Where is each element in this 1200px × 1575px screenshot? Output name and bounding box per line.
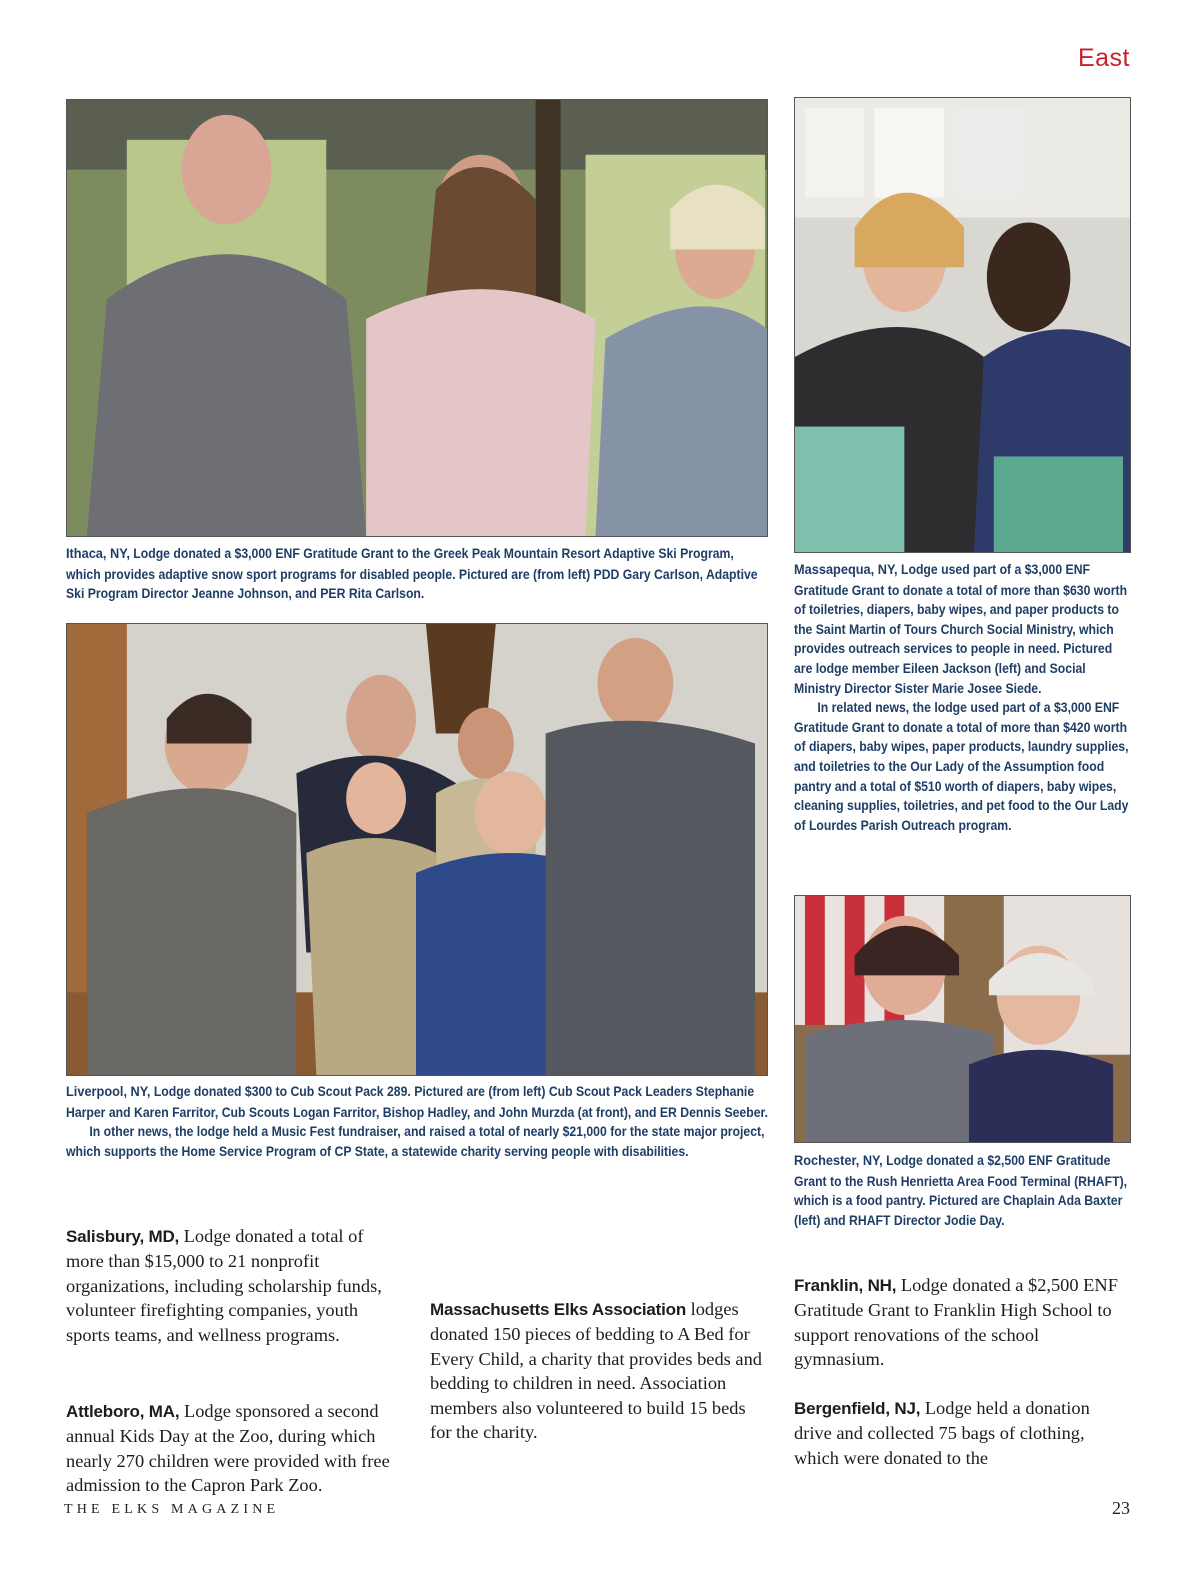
liverpool-caption — [66, 1082, 768, 1161]
massapequa-photo — [794, 97, 1131, 553]
ithaca-caption-text: Lodge donated a $3,000 ENF Gratitude Grant to the Greek Peak Mountain Resort Adaptive Ski Program, which provides adaptive snow sport programs for disabled people. Pictured are (from left) PDD Gary Carlson, Adaptive Ski Program Director Jeanne Johnson, and PER Rita Carlson. — [66, 546, 758, 602]
rochester-location: Rochester, NY, — [794, 1153, 883, 1169]
massapequa-caption — [794, 560, 1131, 835]
article-franklin — [794, 1273, 1129, 1372]
massapequa-caption-text: Lodge used part of a $3,000 ENF Gratitude Grant to donate a total of more than $630 worth of toiletries, diapers, baby wipes, and paper products to the Saint Martin of Tours Church Social Ministry, which provides outreach services to people in need. Pictured are lodge member Eileen Jackson (left) and Social Ministry Director Sister Marie Josee Siede. — [794, 562, 1128, 696]
page-number: 23 — [1112, 1498, 1130, 1518]
magazine-name: THE ELKS MAGAZINE — [64, 1502, 280, 1517]
body-column-1 — [66, 1224, 401, 1371]
article-attleboro — [66, 1399, 401, 1498]
body-column-2 — [430, 1297, 765, 1469]
liverpool-location: Liverpool, NY, — [66, 1084, 151, 1100]
franklin-text: Lodge donated a $2,500 ENF Gratitude Grant to Franklin High School to support renovations of the school gymnasium. — [794, 1275, 1118, 1370]
ithaca-location: Ithaca, NY, — [66, 546, 130, 562]
massachusetts-lead: Massachusetts Elks Association — [430, 1300, 687, 1319]
massapequa-caption-related: In related news, the lodge used part of a $3,000 ENF Gratitude Grant to donate a total of more than $420 worth of diapers, baby wipes, paper products, laundry supplies, and toiletries to the Our Lady of the Assumption food pantry and a total of $510 worth of diapers, baby wipes, cleaning supplies, toiletries, and pet food to the Our Lady of Lourdes Parish Outreach program. — [794, 700, 1129, 833]
ithaca-caption — [66, 544, 768, 604]
rochester-photo — [794, 895, 1131, 1143]
attleboro-lead: Attleboro, MA, — [66, 1402, 180, 1421]
massapequa-location: Massapequa, NY, — [794, 562, 898, 578]
attleboro-text: Lodge sponsored a second annual Kids Day at the Zoo, during which nearly 270 children were provided with free admission to the Capron Park Zoo. — [66, 1401, 390, 1496]
bergenfield-lead: Bergenfield, NJ, — [794, 1399, 921, 1419]
bergenfield-text: Lodge held a donation drive and collected 75 bags of clothing, which were donated to the — [794, 1398, 1090, 1468]
salisbury-text: Lodge donated a total of more than $15,000 to 21 nonprofit organizations, including scholarship funds, volunteer firefighting companies, youth sports teams, and wellness programs. — [66, 1226, 382, 1345]
massachusetts-text: lodges donated 150 pieces of bedding to A Bed for Every Child, a charity that provides beds and bedding to children in need. Association members also volunteered to build 15 beds for the charity. — [430, 1299, 762, 1443]
liverpool-photo — [66, 623, 768, 1076]
article-massachusetts — [430, 1297, 765, 1444]
section-label: East — [1077, 44, 1130, 72]
liverpool-caption-related: In other news, the lodge held a Music Fest fundraiser, and raised a total of nearly $21,000 for the state major project, which supports the Home Service Program of CP State, a statewide charity serving people with disabilities. — [66, 1124, 765, 1159]
rochester-caption — [794, 1151, 1131, 1230]
franklin-lead: Franklin, NH, — [794, 1276, 897, 1295]
body-column-3 — [794, 1273, 1129, 1495]
ithaca-photo — [66, 99, 768, 537]
article-bergenfield — [794, 1396, 1129, 1470]
liverpool-caption-text: Lodge donated $300 to Cub Scout Pack 289. Pictured are (from left) Cub Scout Pack Leaders Stephanie Harper and Karen Farritor, Cub Scouts Logan Farritor, Bishop Hadley, and John Murzda (at front), and ER Dennis Seeber. — [66, 1084, 768, 1120]
salisbury-lead: Salisbury, MD, — [66, 1227, 180, 1246]
article-salisbury — [66, 1224, 401, 1347]
rochester-caption-text: Lodge donated a $2,500 ENF Gratitude Grant to the Rush Henrietta Area Food Terminal (RHAFT), which is a food pantry. Pictured are Chaplain Ada Baxter (left) and RHAFT Director Jodie Day. — [794, 1153, 1128, 1228]
